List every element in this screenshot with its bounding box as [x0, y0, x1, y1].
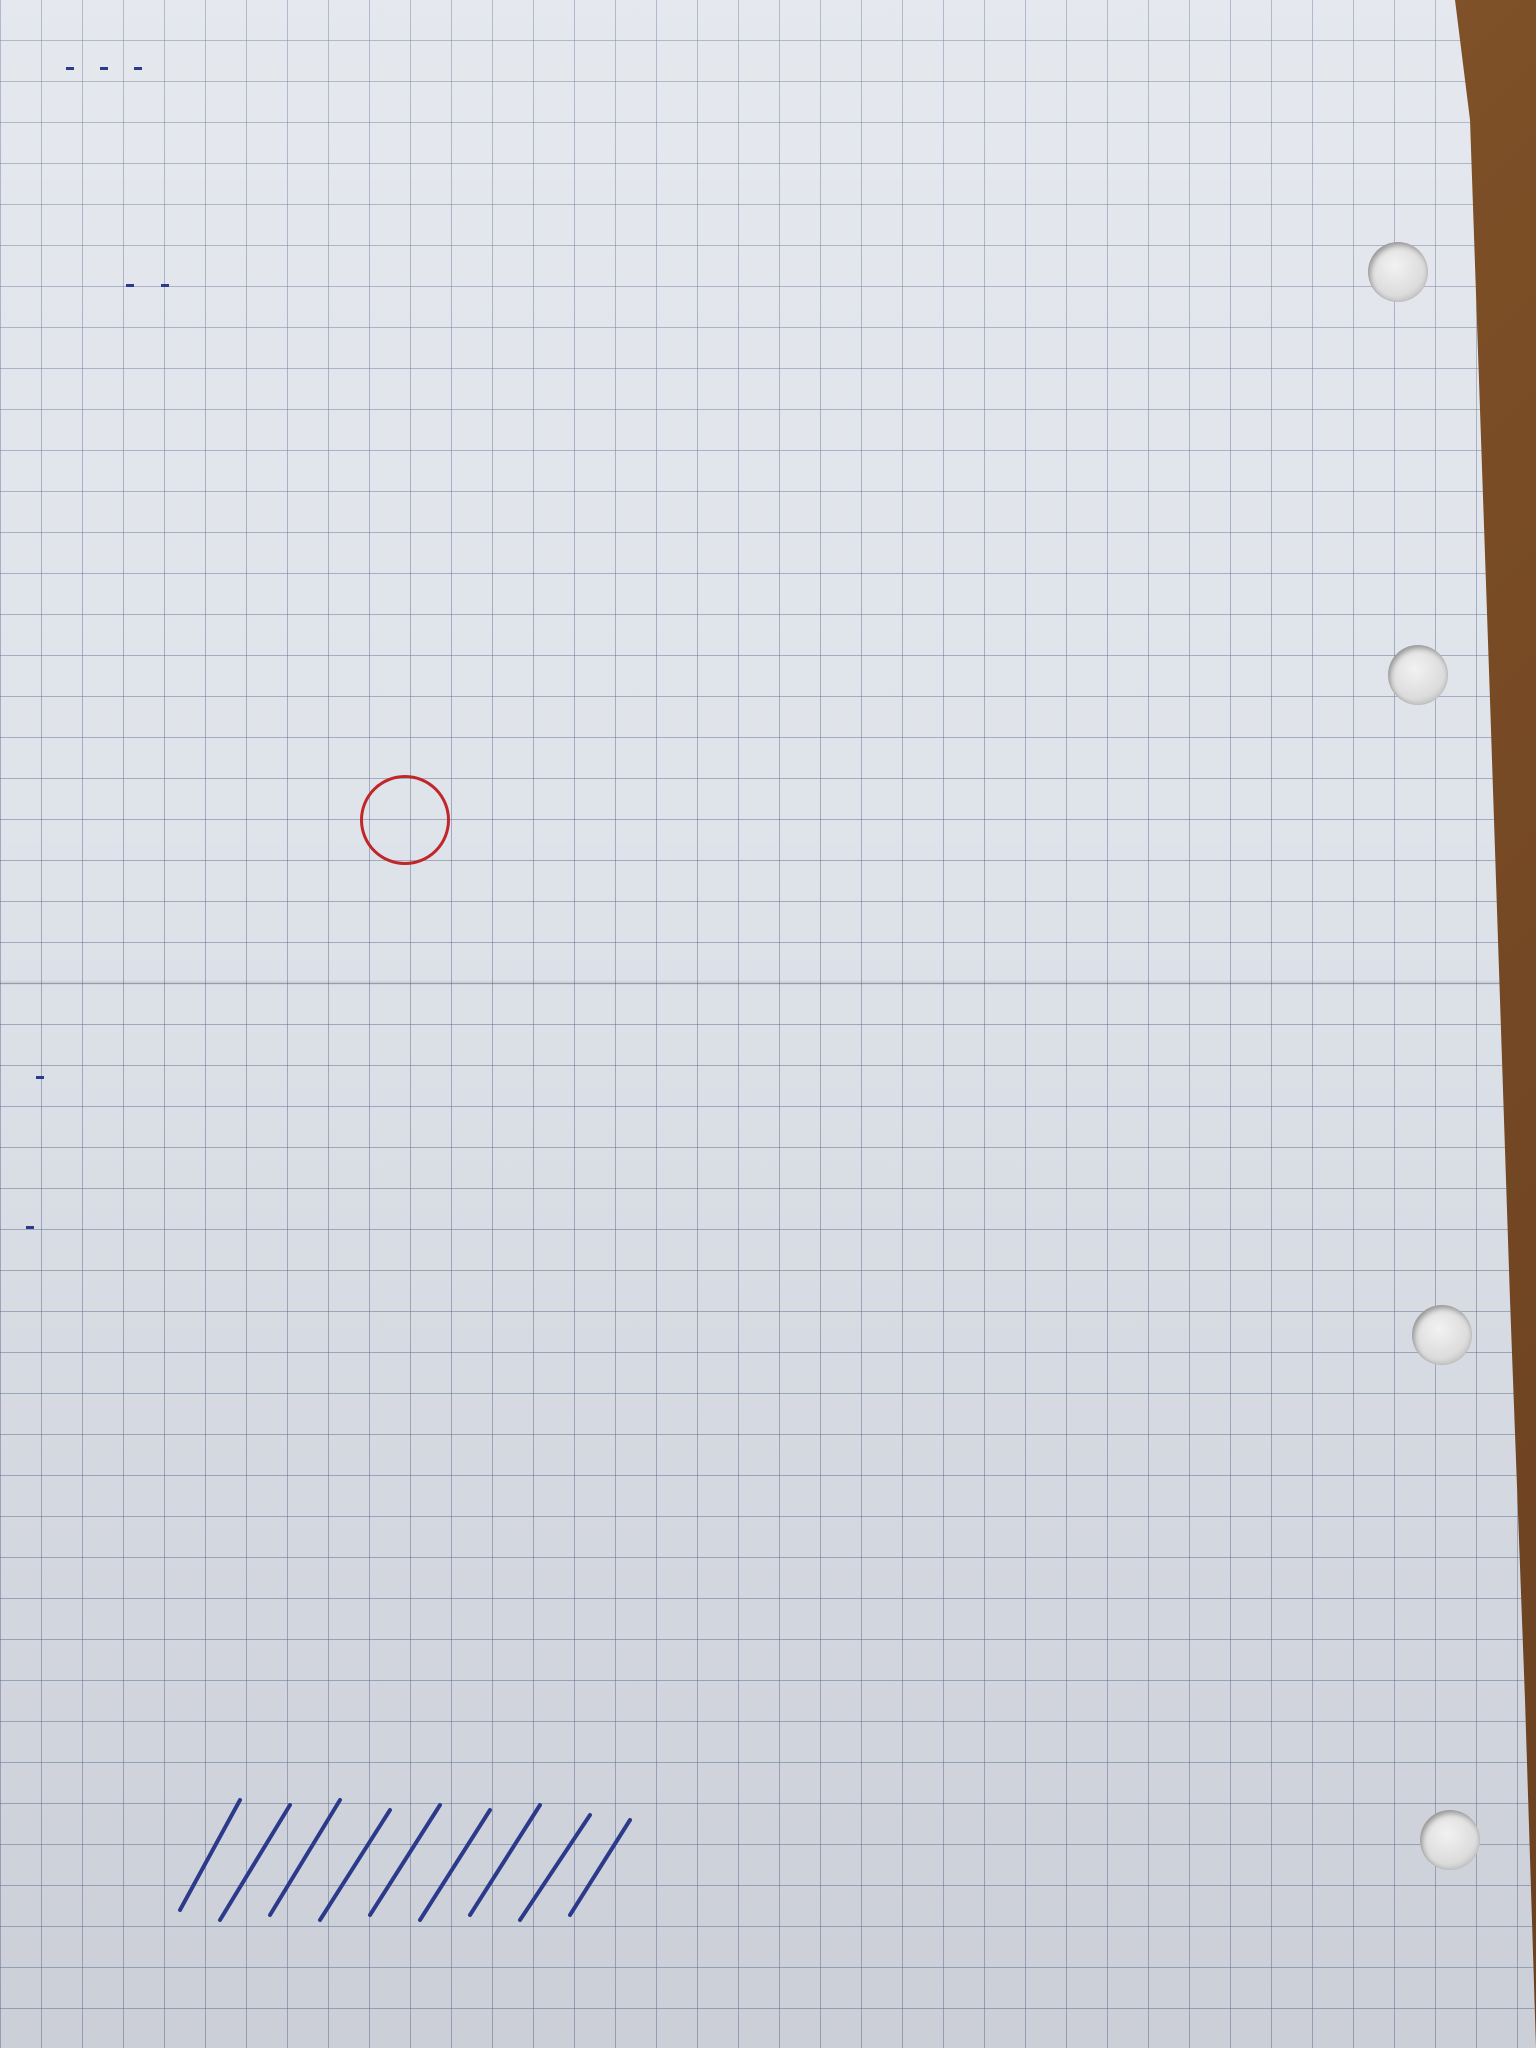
fraction-numerator	[100, 67, 108, 70]
conditional-density-xi	[30, 1040, 50, 1108]
fraction-numerator	[161, 284, 169, 287]
fraction-numerator	[66, 67, 74, 70]
punch-hole	[1420, 1810, 1480, 1870]
conditional-density-eta	[20, 1190, 40, 1258]
fraction	[126, 284, 134, 287]
fraction	[26, 1226, 34, 1229]
line-3	[120, 255, 175, 309]
fraction	[161, 284, 169, 287]
conditional-cdf-formula	[20, 1620, 40, 1690]
fraction	[36, 1076, 44, 1079]
scribble-strokes	[160, 1780, 680, 1940]
grade-mark	[360, 775, 450, 865]
punch-hole	[1412, 1305, 1472, 1365]
fraction-numerator	[26, 1226, 34, 1229]
punch-hole	[1368, 242, 1428, 302]
page-fold	[0, 980, 1536, 986]
fraction	[134, 67, 142, 70]
fraction-numerator	[134, 67, 142, 70]
fraction	[100, 67, 108, 70]
punch-hole	[1388, 645, 1448, 705]
line-1	[60, 40, 148, 91]
fraction-numerator	[36, 1076, 44, 1079]
fraction	[66, 67, 74, 70]
fraction-numerator	[126, 284, 134, 287]
